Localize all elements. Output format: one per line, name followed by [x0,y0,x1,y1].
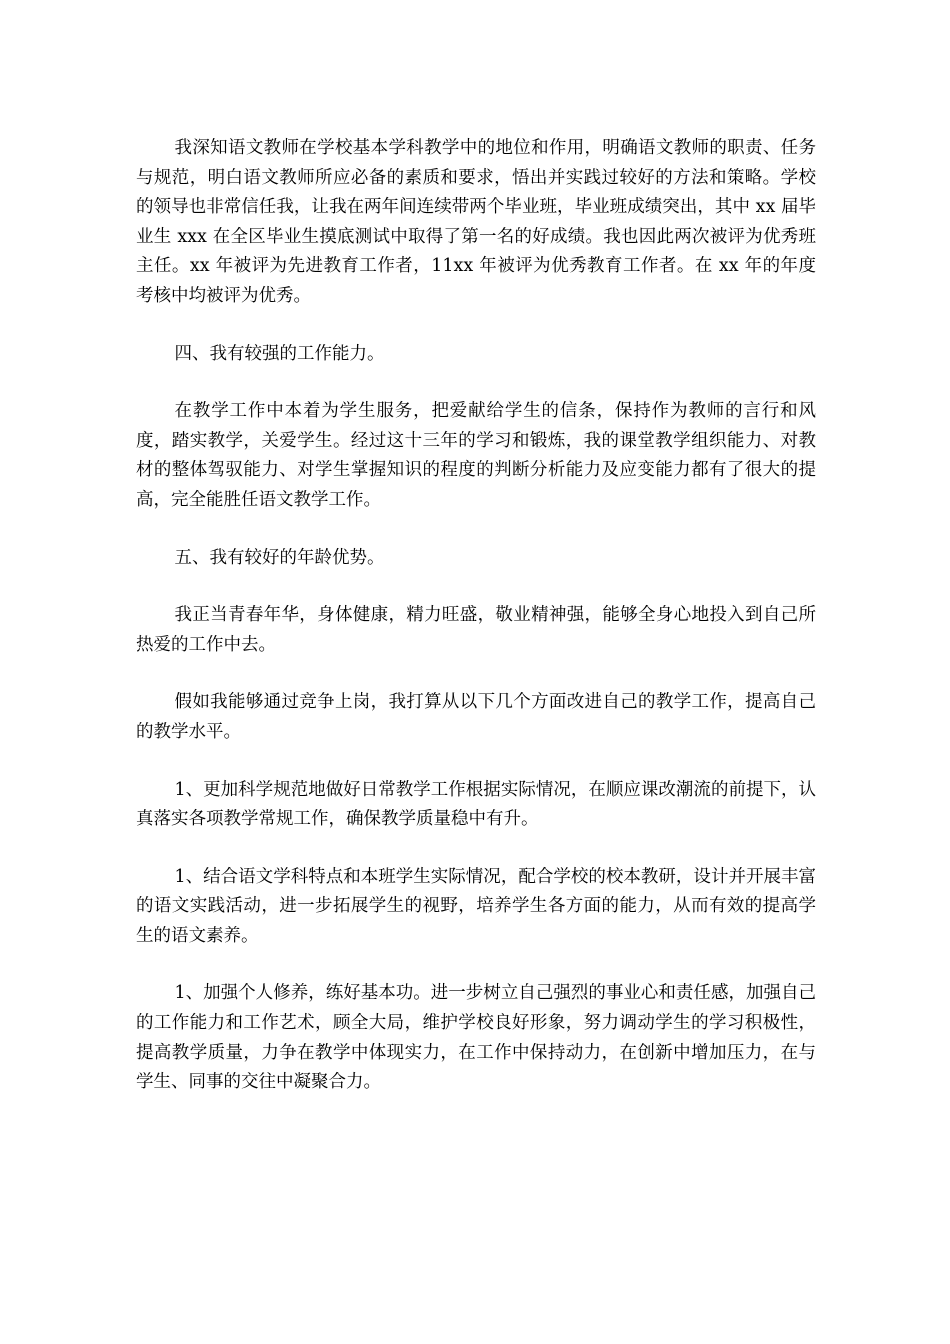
section-heading-age-advantage: 五、我有较好的年龄优势。 [174,547,385,568]
list-item-personal-cultivation: 1、加强个人修养，练好基本功。进一步树立自己强烈的事业心和责任感，加强自己的工作能力和工作艺术，顾全大局，维护学校良好形象，努力调动学生的学习积极性，提高教学质量，力争在教学中体现实力，在工作中保持动力，在创新中增加压力，在与学生、同事的交往中凝聚合力。 [136,983,816,1093]
list-item-practice-activities: 1、结合语文学科特点和本班学生实际情况，配合学校的校本教研，设计并开展丰富的语文实践活动，进一步拓展学生的视野，培养学生各方面的能力，从而有效的提高学生的语文素养。 [136,866,816,946]
section-heading-work-ability: 四、我有较强的工作能力。 [174,343,385,364]
document-body [136,134,816,1126]
paragraph-age-advantage: 我正当青春年华，身体健康，精力旺盛，敬业精神强，能够全身心地投入到自己所热爱的工作中去。 [136,605,816,655]
paragraph-work-ability: 在教学工作中本着为学生服务，把爱献给学生的信条，保持作为教师的言行和风度，踏实教学，关爱学生。经过这十三年的学习和锻炼，我的课堂教学组织能力、对教材的整体驾驭能力、对学生掌握知识的程度的判断分析能力及应变能力都有了很大的提高，完全能胜任语文教学工作。 [136,401,816,510]
paragraph-teacher-role: 我深知语文教师在学校基本学科教学中的地位和作用，明确语文教师的职责、任务与规范，明白语文教师所应必备的素质和要求，悟出并实践过较好的方法和策略。学校的领导也非常信任我，让我在两年间连续带两个毕业班，毕业班成绩突出，其中 xx 届毕业生 xxx 在全区毕业生摸底测试中取得了第一名的好成绩。我也因此两次被评为优秀班主任。xx 年被评为先进教育工作者，11xx 年被评为优秀教育工作者。在 xx 年的年度考核中均被评为优秀。 [136,138,816,306]
list-item-daily-teaching: 1、更加科学规范地做好日常教学工作根据实际情况，在顺应课改潮流的前提下，认真落实各项教学常规工作，确保教学质量稳中有升。 [136,779,816,830]
paragraph-improvement-plan: 假如我能够通过竞争上岗，我打算从以下几个方面改进自己的教学工作，提高自己的教学水平。 [136,692,816,742]
